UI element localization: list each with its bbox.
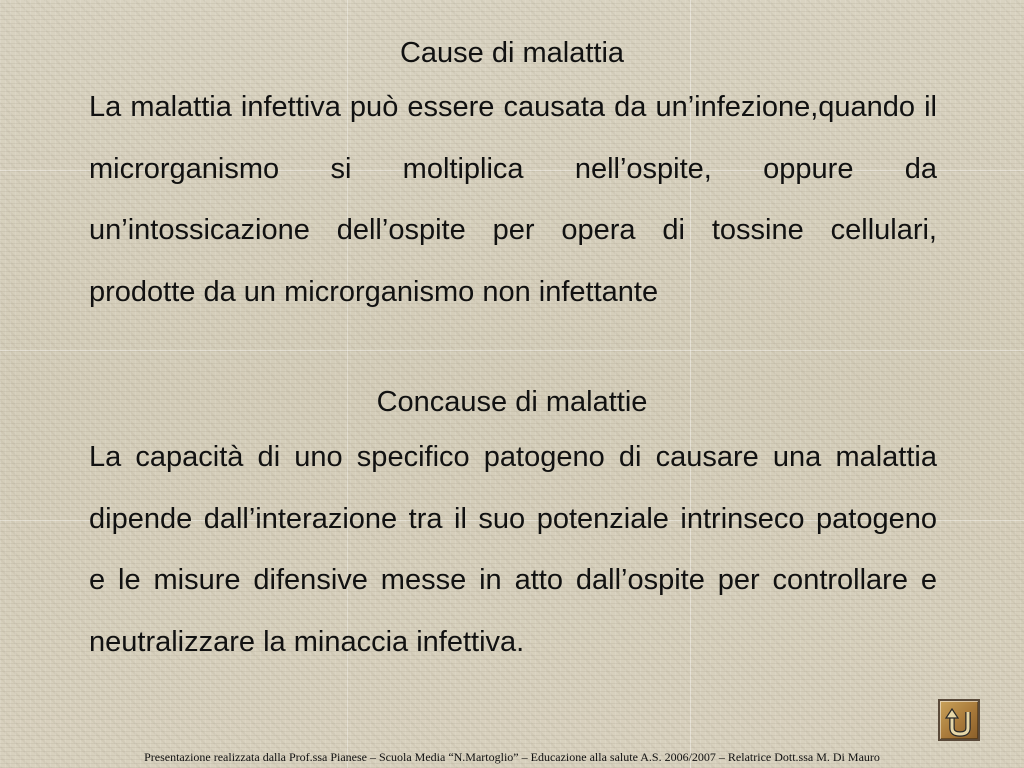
section-body-cause: La malattia infettiva può essere causata da un’infezione,quando il microrganismo si moltiplica nell’ospite, oppure da un’intossicazione dell’ospite per opera di tossine cellulari, prodotte da un microrganismo non infettante [89,91,937,308]
section-title-concause: Concause di malattie [376,386,648,418]
u-turn-return-icon [943,704,977,738]
section-title-cause: Cause di malattia [399,37,625,69]
background-seam [0,350,1024,351]
return-button[interactable] [938,699,980,741]
section-body-concause: La capacità di uno specifico patogeno di causare una malattia dipende dall’interazione tra il suo potenziale intrinseco patogeno e le misure difensive messe in atto dall’ospite per controllare e neutralizzare la minaccia infettiva. [89,441,937,658]
footer-credits: Presentazione realizzata dalla Prof.ssa Pianese – Scuola Media “N.Martoglio” – Educazione alla salute A.S. 2006/2007 – Relatrice Dott.ssa M. Di Mauro [144,750,880,764]
